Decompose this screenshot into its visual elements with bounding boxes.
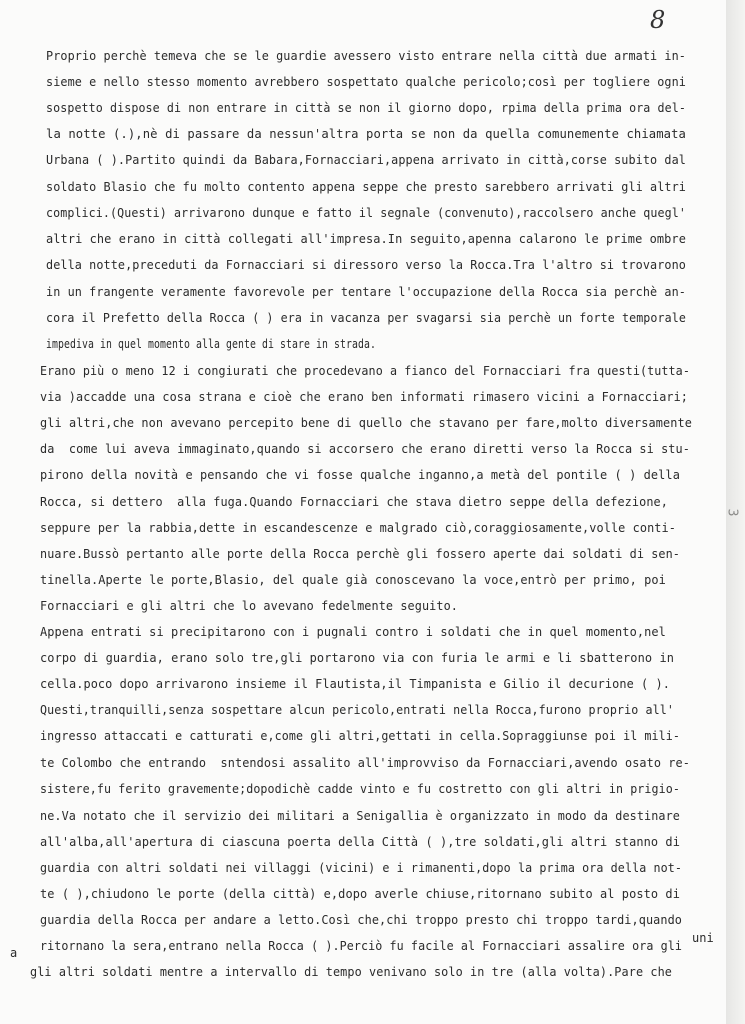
edge-mark: 3 — [724, 508, 740, 517]
text-line: Questi,tranquilli,senza sospettare alcun pericolo,entrati nella Rocca,furono proprio all' — [40, 702, 675, 717]
text-line: della notte,preceduti da Fornacciari si diressoro verso la Rocca.Tra l'altro si trovarono — [46, 257, 686, 272]
text-line: Rocca, si dettero alla fuga.Quando Fornacciari che stava dietro seppe della defezione, — [40, 494, 668, 509]
text-line: sospetto dispose di non entrare in città se non il giorno dopo, rpima della prima ora del- — [46, 100, 686, 115]
text-line: gli altri soldati mentre a intervallo di tempo venivano solo in tre (alla volta).Pare che — [30, 964, 673, 979]
text-line: gli altri,che non avevano percepito bene di quello che stavano per fare,molto diversamente — [40, 415, 693, 430]
text-line: te Colombo che entrando sntendosi assalito all'improvviso da Fornacciari,avendo osato re- — [40, 755, 690, 770]
text-line: altri che erano in città collegati all'impresa.In seguito,apenna calarono le prime ombre — [46, 231, 686, 246]
page-number: 8 — [650, 6, 666, 34]
text-line: pirono della novità e pensando che vi fosse qualche inganno,a metà del pontile ( ) della — [40, 467, 680, 482]
text-line: guardia con altri soldati nei villaggi (vicini) e i rimanenti,dopo la prima ora della not- — [40, 860, 683, 875]
text-line: ingresso attaccati e catturati e,come gli altri,gettati in cella.Sopraggiunse poi il mili- — [40, 728, 680, 743]
text-line: in un frangente veramente favorevole per tentare l'occupazione della Rocca sia perchè an- — [46, 284, 686, 299]
text-line: complici.(Questi) arrivarono dunque e fatto il segnale (convenuto),raccolsero anche quegl' — [46, 205, 686, 220]
text-line: nuare.Bussò pertanto alle porte della Rocca perchè gli fossero aperte dai soldati di sen- — [40, 546, 680, 561]
text-line: tinella.Aperte le porte,Blasio, del quale già conoscevano la voce,entrò per primo, poi — [40, 572, 666, 587]
text-line: sistere,fu ferito gravemente;dopodichè cadde vinto e fu costretto con gli altri in prigio- — [40, 781, 680, 796]
text-line: ritornano la sera,entrano nella Rocca ( ).Perciò fu facile al Fornacciari assalire ora gli — [40, 938, 683, 953]
text-line: Appena entrati si precipitarono con i pugnali contro i soldati che in quel momento,nel — [40, 624, 666, 639]
text-line: da come lui aveva immaginato,quando si accorsero che erano diretti verso la Rocca si stu- — [40, 441, 690, 456]
text-line: corpo di guardia, erano solo tre,gli portarono via con furia le armi e li sbatterono in — [40, 650, 675, 665]
text-line: ne.Va notato che il servizio dei militari a Senigallia è organizzato in modo da destinare — [40, 808, 680, 823]
margin-note-uni: uni — [692, 931, 714, 945]
text-line: via )accadde una cosa strana e cioè che erano ben informati rimasero vicini a Fornacciari; — [40, 389, 689, 404]
text-line: all'alba,all'apertura di ciascuna poerta della Città ( ),tre soldati,gli altri stanno di — [40, 834, 680, 849]
text-line: Erano più o meno 12 i congiurati che procedevano a fianco del Fornacciari fra questi(tutta- — [40, 363, 690, 378]
text-line: guardia della Rocca per andare a letto.Così che,chi troppo presto chi troppo tardi,quando — [40, 912, 683, 927]
text-line: seppure per la rabbia,dette in escandescenze e malgrado ciò,coraggiosamente,volle conti- — [40, 520, 676, 535]
text-line: soldato Blasio che fu molto contento appena seppe che presto sarebbero arrivati gli altri — [46, 179, 686, 194]
text-line: cella.poco dopo arrivarono insieme il Flautista,il Timpanista e Gilio il decurione ( ). — [40, 676, 671, 691]
text-line: impediva in quel momento alla gente di stare in strada. — [46, 336, 377, 351]
text-line: te ( ),chiudono le porte (della città) e,dopo averle chiuse,ritornano subito al posto di — [40, 886, 680, 901]
margin-note-a: a — [10, 946, 18, 960]
text-line: sieme e nello stesso momento avrebbero sospettato qualche pericolo;così per togliere ogni — [46, 74, 686, 89]
text-line: Proprio perchè temeva che se le guardie avessero visto entrare nella città due armati in- — [46, 48, 686, 63]
text-line: cora il Prefetto della Rocca ( ) era in vacanza per svagarsi sia perchè un forte temporale — [46, 310, 686, 325]
text-line: Fornacciari e gli altri che lo avevano fedelmente seguito. — [40, 598, 458, 613]
text-line: Urbana ( ).Partito quindi da Babara,Fornacciari,appena arrivato in città,corse subito dal — [46, 152, 686, 167]
text-line: la notte (.),nè di passare da nessun'altra porta se non da quella comunemente chiamata — [46, 126, 687, 141]
